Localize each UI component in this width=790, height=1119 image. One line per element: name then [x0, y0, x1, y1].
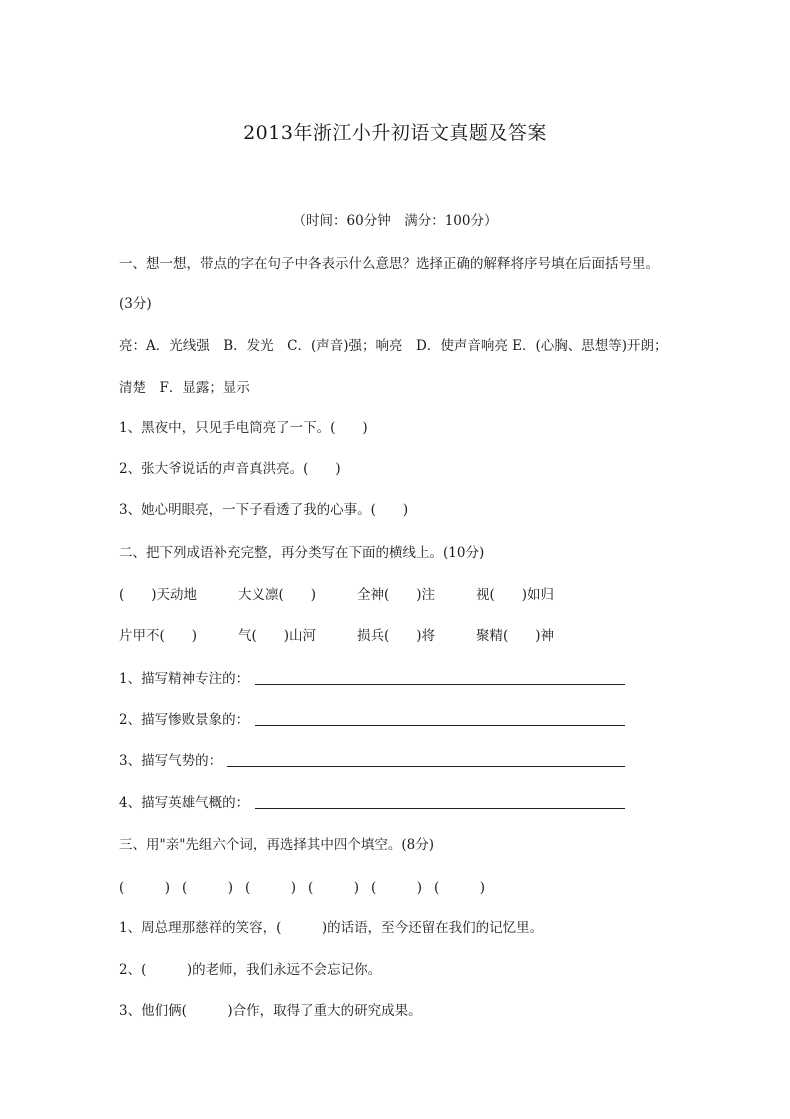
answer-line-4[interactable] — [255, 808, 625, 809]
word-blank[interactable]: ( ) — [245, 880, 297, 896]
word-blanks-row — [119, 878, 519, 898]
idiom-item: 聚精( )神 — [476, 628, 555, 644]
section2-question-2: 2、描写惨败景象的： — [119, 712, 250, 728]
word-blank[interactable]: ( ) — [182, 880, 234, 896]
section1-score: (3分) — [119, 296, 152, 312]
document-title: 2013年浙江小升初语文真题及答案 — [243, 122, 547, 144]
section3-question-1: 1、周总理那慈祥的笑容，( )的话语，至今还留在我们的记忆里。 — [119, 920, 544, 936]
word-blank[interactable]: ( ) — [434, 880, 486, 896]
idiom-item: ( )天动地 — [119, 587, 198, 603]
section1-question-2: 2、张大爷说话的声音真洪亮。( ) — [119, 461, 341, 477]
section1-options-line1: 亮：A．光线强 B．发光 C．(声音)强；响亮 D．使声音响亮 E．(心胸、思想等)开朗； — [119, 338, 668, 354]
answer-line-2[interactable] — [255, 725, 625, 726]
section2-question-1: 1、描写精神专注的： — [119, 671, 250, 687]
section1-heading: 一、想一想，带点的字在句子中各表示什么意思？选择正确的解释将序号填在后面括号里。 — [119, 256, 659, 272]
section3-question-3: 3、他们俩( )合作，取得了重大的研究成果。 — [119, 1003, 422, 1019]
section1-question-3: 3、她心明眼亮，一下子看透了我的心事。( ) — [119, 502, 409, 518]
section2-question-3: 3、描写气势的： — [119, 753, 223, 769]
idiom-item: 大义凛( ) — [238, 587, 317, 603]
answer-line-1[interactable] — [255, 684, 625, 685]
word-blank[interactable]: ( ) — [308, 880, 360, 896]
section2-question-4: 4、描写英雄气概的： — [119, 795, 250, 811]
answer-line-3[interactable] — [227, 766, 625, 767]
section1-options-line2: 清楚 F．显露；显示 — [119, 380, 250, 396]
idiom-row-2 — [119, 626, 619, 646]
section3-question-2: 2、( )的老师，我们永远不会忘记你。 — [119, 962, 382, 978]
idiom-item: 气( )山河 — [238, 628, 317, 644]
section2-heading: 二、把下列成语补充完整，再分类写在下面的横线上。(10分) — [119, 545, 485, 561]
idiom-item: 损兵( )将 — [357, 628, 436, 644]
exam-time-info: （时间：60分钟 满分：100分） — [292, 213, 498, 229]
idiom-row-1 — [119, 585, 619, 605]
idiom-item: 片甲不( ) — [119, 628, 198, 644]
word-blank[interactable]: ( ) — [371, 880, 423, 896]
idiom-item: 视( )如归 — [476, 587, 555, 603]
section1-question-1: 1、黑夜中，只见手电筒亮了一下。( ) — [119, 420, 368, 436]
idiom-item: 全神( )注 — [357, 587, 436, 603]
word-blank[interactable]: ( ) — [119, 880, 171, 896]
section3-heading: 三、用"亲"先组六个词，再选择其中四个填空。(8分) — [119, 837, 435, 853]
